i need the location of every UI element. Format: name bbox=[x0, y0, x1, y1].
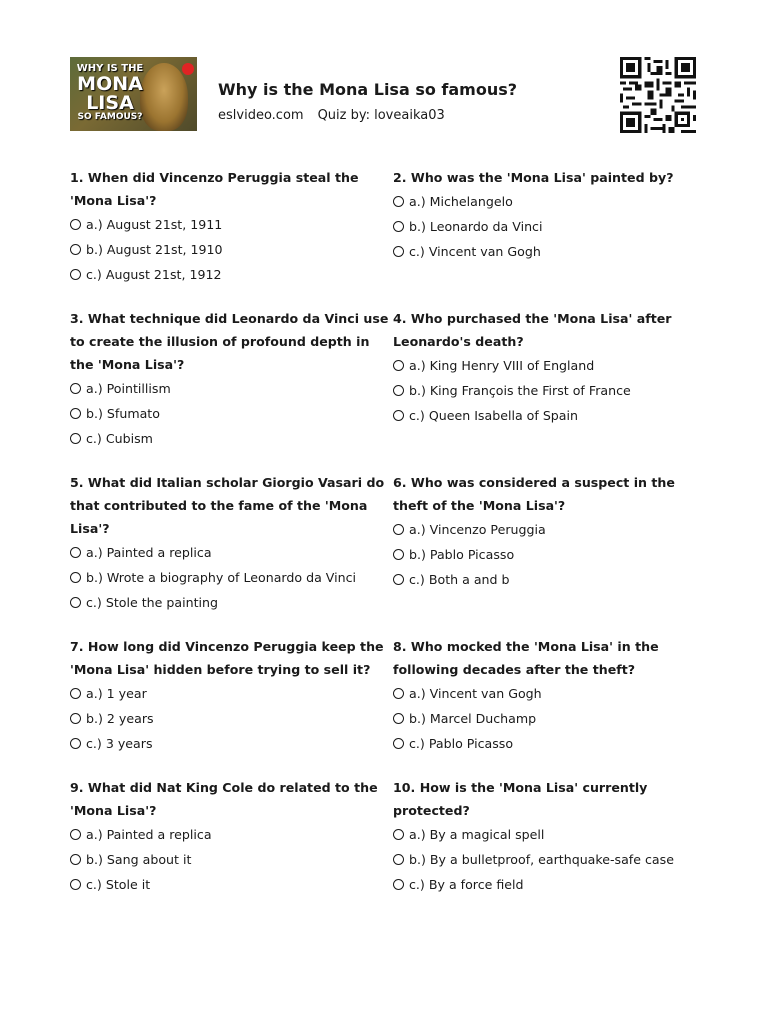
quiz-header bbox=[70, 57, 698, 132]
answer-label: c.) Both a and b bbox=[409, 572, 510, 587]
answer-label: c.) Stole the painting bbox=[86, 595, 219, 610]
answer-label: b.) King François the First of France bbox=[409, 383, 631, 398]
radio-circle-icon[interactable] bbox=[393, 829, 404, 840]
answer-option[interactable] bbox=[70, 872, 393, 897]
answer-option[interactable] bbox=[70, 731, 393, 756]
thumbnail-text-line2: MONA bbox=[77, 73, 143, 95]
radio-circle-icon[interactable] bbox=[393, 574, 404, 585]
radio-circle-icon[interactable] bbox=[70, 408, 81, 419]
question-9 bbox=[70, 776, 393, 917]
answer-label: c.) August 21st, 1912 bbox=[86, 267, 222, 282]
answer-option[interactable] bbox=[70, 565, 393, 590]
radio-circle-icon[interactable] bbox=[393, 385, 404, 396]
channel-badge-icon bbox=[182, 63, 194, 75]
radio-circle-icon[interactable] bbox=[393, 688, 404, 699]
answer-label: a.) Pointillism bbox=[86, 381, 171, 396]
answer-label: c.) By a force field bbox=[409, 877, 524, 892]
answer-option[interactable] bbox=[70, 401, 393, 426]
question-2 bbox=[393, 166, 696, 307]
radio-circle-icon[interactable] bbox=[70, 597, 81, 608]
answer-label: c.) Queen Isabella of Spain bbox=[409, 408, 579, 423]
answer-label: a.) King Henry VIII of England bbox=[409, 358, 595, 373]
answer-option[interactable] bbox=[70, 822, 393, 847]
radio-circle-icon[interactable] bbox=[393, 738, 404, 749]
answer-label: b.) Sfumato bbox=[86, 406, 160, 421]
radio-circle-icon[interactable] bbox=[70, 269, 81, 280]
radio-circle-icon[interactable] bbox=[70, 572, 81, 583]
answer-option[interactable] bbox=[393, 378, 696, 403]
thumbnail-text-line1: WHY IS THE bbox=[76, 63, 144, 74]
answer-label: a.) By a magical spell bbox=[409, 827, 545, 842]
radio-circle-icon[interactable] bbox=[393, 549, 404, 560]
question-text: 5. What did Italian scholar Giorgio Vasari do that contributed to the fame of the 'Mona Lisa'? bbox=[70, 475, 385, 536]
answer-option[interactable] bbox=[393, 189, 696, 214]
answer-label: b.) 2 years bbox=[86, 711, 154, 726]
question-text: 6. Who was considered a suspect in the theft of the 'Mona Lisa'? bbox=[393, 475, 675, 513]
answer-label: a.) August 21st, 1911 bbox=[86, 217, 223, 232]
radio-circle-icon[interactable] bbox=[393, 879, 404, 890]
answer-option[interactable] bbox=[70, 262, 393, 287]
question-list bbox=[70, 166, 696, 917]
video-thumbnail[interactable] bbox=[70, 57, 197, 131]
answer-label: b.) Leonardo da Vinci bbox=[409, 219, 543, 234]
radio-circle-icon[interactable] bbox=[393, 524, 404, 535]
site-name[interactable]: eslvideo.com bbox=[218, 108, 304, 123]
answer-option[interactable] bbox=[70, 540, 393, 565]
answer-label: a.) Michelangelo bbox=[409, 194, 513, 209]
answer-label: c.) Cubism bbox=[86, 431, 153, 446]
question-7 bbox=[70, 635, 393, 776]
question-1 bbox=[70, 166, 393, 307]
answer-option[interactable] bbox=[70, 681, 393, 706]
radio-circle-icon[interactable] bbox=[393, 196, 404, 207]
radio-circle-icon[interactable] bbox=[70, 383, 81, 394]
answer-label: a.) 1 year bbox=[86, 686, 147, 701]
question-3 bbox=[70, 307, 393, 471]
answer-label: a.) Painted a replica bbox=[86, 827, 212, 842]
quiz-title: Why is the Mona Lisa so famous? bbox=[218, 80, 518, 99]
answer-label: b.) Sang about it bbox=[86, 852, 192, 867]
question-text: 1. When did Vincenzo Peruggia steal the 'Mona Lisa'? bbox=[70, 170, 359, 208]
answer-option[interactable] bbox=[393, 706, 696, 731]
radio-circle-icon[interactable] bbox=[70, 244, 81, 255]
answer-label: b.) Marcel Duchamp bbox=[409, 711, 537, 726]
qr-code-icon bbox=[620, 57, 696, 133]
radio-circle-icon[interactable] bbox=[70, 738, 81, 749]
answer-option[interactable] bbox=[70, 426, 393, 451]
answer-label: a.) Painted a replica bbox=[86, 545, 212, 560]
answer-label: c.) Pablo Picasso bbox=[409, 736, 514, 751]
answer-option[interactable] bbox=[393, 567, 696, 592]
radio-circle-icon[interactable] bbox=[393, 713, 404, 724]
question-text: 7. How long did Vincenzo Peruggia keep the 'Mona Lisa' hidden before trying to sell it? bbox=[70, 639, 384, 677]
radio-circle-icon[interactable] bbox=[393, 246, 404, 257]
quiz-subtitle bbox=[218, 108, 445, 123]
radio-circle-icon[interactable] bbox=[70, 688, 81, 699]
thumbnail-text-line4: SO FAMOUS? bbox=[77, 112, 143, 122]
radio-circle-icon[interactable] bbox=[393, 221, 404, 232]
answer-option[interactable] bbox=[393, 239, 696, 264]
question-text: 8. Who mocked the 'Mona Lisa' in the following decades after the theft? bbox=[393, 639, 659, 677]
radio-circle-icon[interactable] bbox=[70, 219, 81, 230]
answer-label: b.) August 21st, 1910 bbox=[86, 242, 223, 257]
answer-option[interactable] bbox=[70, 212, 393, 237]
question-text: 4. Who purchased the 'Mona Lisa' after Leonardo's death? bbox=[393, 311, 672, 349]
answer-label: a.) Vincenzo Peruggia bbox=[409, 522, 546, 537]
question-4 bbox=[393, 307, 696, 471]
answer-option[interactable] bbox=[393, 822, 696, 847]
radio-circle-icon[interactable] bbox=[70, 854, 81, 865]
radio-circle-icon[interactable] bbox=[393, 360, 404, 371]
question-text: 9. What did Nat King Cole do related to the 'Mona Lisa'? bbox=[70, 780, 378, 818]
answer-label: b.) Pablo Picasso bbox=[409, 547, 515, 562]
answer-label: b.) By a bulletproof, earthquake-safe case bbox=[409, 852, 674, 867]
radio-circle-icon[interactable] bbox=[70, 829, 81, 840]
answer-option[interactable] bbox=[393, 403, 696, 428]
question-5 bbox=[70, 471, 393, 635]
question-text: 2. Who was the 'Mona Lisa' painted by? bbox=[393, 170, 674, 185]
question-text: 3. What technique did Leonardo da Vinci use to create the illusion of profound depth in the 'Mona Lisa'? bbox=[70, 311, 389, 372]
question-8 bbox=[393, 635, 696, 776]
answer-option[interactable] bbox=[393, 542, 696, 567]
answer-label: c.) 3 years bbox=[86, 736, 153, 751]
answer-option[interactable] bbox=[393, 214, 696, 239]
radio-circle-icon[interactable] bbox=[70, 713, 81, 724]
radio-circle-icon[interactable] bbox=[70, 879, 81, 890]
answer-label: b.) Wrote a biography of Leonardo da Vinci bbox=[86, 570, 357, 585]
answer-option[interactable] bbox=[70, 237, 393, 262]
answer-option[interactable] bbox=[70, 706, 393, 731]
answer-option[interactable] bbox=[70, 847, 393, 872]
answer-option[interactable] bbox=[393, 872, 696, 897]
answer-label: c.) Vincent van Gogh bbox=[409, 244, 541, 259]
question-text: 10. How is the 'Mona Lisa' currently protected? bbox=[393, 780, 648, 818]
answer-option[interactable] bbox=[393, 517, 696, 542]
answer-label: a.) Vincent van Gogh bbox=[409, 686, 542, 701]
radio-circle-icon[interactable] bbox=[70, 433, 81, 444]
answer-option[interactable] bbox=[393, 847, 696, 872]
answer-option[interactable] bbox=[393, 731, 696, 756]
question-6 bbox=[393, 471, 696, 635]
answer-option[interactable] bbox=[393, 681, 696, 706]
answer-option[interactable] bbox=[70, 590, 393, 615]
question-10 bbox=[393, 776, 696, 917]
answer-option[interactable] bbox=[393, 353, 696, 378]
radio-circle-icon[interactable] bbox=[393, 854, 404, 865]
radio-circle-icon[interactable] bbox=[393, 410, 404, 421]
answer-option[interactable] bbox=[70, 376, 393, 401]
answer-label: c.) Stole it bbox=[86, 877, 151, 892]
radio-circle-icon[interactable] bbox=[70, 547, 81, 558]
quiz-author: Quiz by: loveaika03 bbox=[317, 108, 445, 123]
thumbnail-text-line3: LISA bbox=[86, 92, 134, 114]
